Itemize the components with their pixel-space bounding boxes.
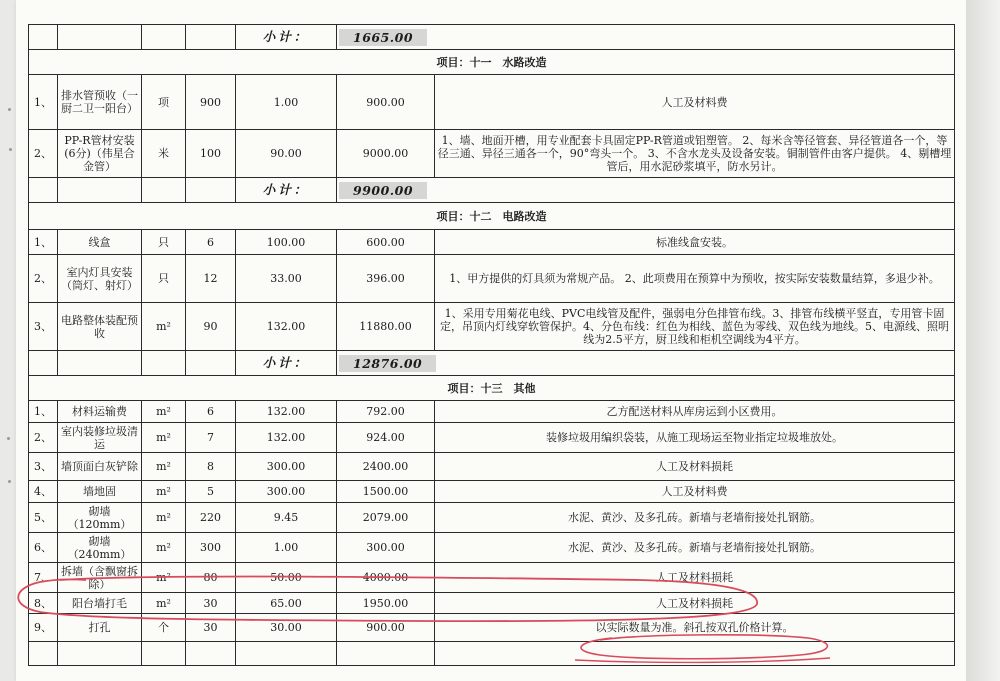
item-description: 水泥、黄沙、及多孔砖。新墙与老墙衔接处扎钢筋。 — [435, 533, 955, 563]
table-row — [29, 303, 955, 351]
item-name: 拆墙（含飘窗拆除） — [58, 563, 142, 593]
table-row — [29, 255, 955, 303]
table-row — [29, 481, 955, 503]
item-total: 300.00 — [337, 533, 435, 563]
item-name: 墙地固 — [58, 481, 142, 503]
item-unit: 只 — [142, 230, 186, 255]
row-number: 1、 — [29, 401, 58, 423]
row-number: 3、 — [29, 453, 58, 481]
row-number: 2、 — [29, 130, 58, 178]
item-price: 132.00 — [236, 423, 337, 453]
item-description: 以实际数量为准。斜孔按双孔价格计算。 — [435, 614, 955, 642]
table-row — [29, 503, 955, 533]
section-title: 项目：十一 水路改造 — [29, 50, 955, 75]
item-price: 65.00 — [236, 593, 337, 614]
item-total: 11880.00 — [337, 303, 435, 351]
item-quantity: 6 — [186, 230, 236, 255]
row-number: 4、 — [29, 481, 58, 503]
item-unit: m² — [142, 593, 186, 614]
row-number: 5、 — [29, 503, 58, 533]
item-price: 100.00 — [236, 230, 337, 255]
subtotal-label: 小计： — [236, 25, 337, 50]
table-row — [29, 423, 955, 453]
item-quantity: 100 — [186, 130, 236, 178]
item-quantity: 80 — [186, 563, 236, 593]
row-number: 9、 — [29, 614, 58, 642]
item-name: 排水管预收（一厨二卫一阳台） — [58, 75, 142, 130]
item-total: 1950.00 — [337, 593, 435, 614]
item-description: 人工及材料损耗 — [435, 453, 955, 481]
item-price: 90.00 — [236, 130, 337, 178]
item-description: 1、采用专用菊花电线、PVC电线管及配件，强弱电分色排管布线。3、排管布线横平竖直，专用管卡固定，吊顶内灯线穿软管保护。4、分色布线：红色为相线、蓝色为零线、双色线为地线。5、电源线、照明线为2.5平方，厨卫线和柜机空调线为4平方。 — [435, 303, 955, 351]
item-total: 900.00 — [337, 75, 435, 130]
item-description: 乙方配送材料从库房运到小区费用。 — [435, 401, 955, 423]
table-row — [29, 563, 955, 593]
item-description: 人工及材料损耗 — [435, 563, 955, 593]
item-price: 30.00 — [236, 614, 337, 642]
item-name: 室内灯具安装（筒灯、射灯） — [58, 255, 142, 303]
row-number: 1、 — [29, 230, 58, 255]
scan-speck — [8, 480, 11, 483]
table-row — [29, 453, 955, 481]
item-name: 电路整体装配预收 — [58, 303, 142, 351]
item-unit: m² — [142, 533, 186, 563]
scan-speck — [8, 108, 11, 111]
item-unit: 项 — [142, 75, 186, 130]
item-total: 792.00 — [337, 401, 435, 423]
item-price: 300.00 — [236, 453, 337, 481]
subtotal-row — [29, 351, 955, 376]
item-name: 阳台墙打毛 — [58, 593, 142, 614]
item-quantity: 90 — [186, 303, 236, 351]
item-unit: 只 — [142, 255, 186, 303]
table-row — [29, 230, 955, 255]
item-price: 132.00 — [236, 401, 337, 423]
item-name: 室内装修垃圾清运 — [58, 423, 142, 453]
item-total: 4000.00 — [337, 563, 435, 593]
item-quantity: 30 — [186, 614, 236, 642]
item-unit: m² — [142, 423, 186, 453]
item-quantity: 30 — [186, 593, 236, 614]
subtotal-row — [29, 178, 955, 203]
table-row — [29, 401, 955, 423]
item-price: 300.00 — [236, 481, 337, 503]
table-row — [29, 130, 955, 178]
item-price: 1.00 — [236, 75, 337, 130]
item-description: 人工及材料损耗 — [435, 593, 955, 614]
item-description: 1、墙、地面开槽，用专业配套卡具固定PP-R管道或铝塑管。 2、每米含等径管套、异径管道各一个，等径三通、异径三通各一个，90°弯头一个。 3、不含水龙头及设备安装。铜制管件由客户提供。 4、剔槽埋管后，用水泥砂浆填平，防水另计。 — [435, 130, 955, 178]
item-name: 砌墙（240mm） — [58, 533, 142, 563]
item-name: PP-R管材安装(6分)（伟星合金管） — [58, 130, 142, 178]
item-unit: 米 — [142, 130, 186, 178]
item-description: 装修垃圾用编织袋装，从施工现场运至物业指定垃圾堆放处。 — [435, 423, 955, 453]
item-total: 2079.00 — [337, 503, 435, 533]
item-price: 50.00 — [236, 563, 337, 593]
item-quantity: 300 — [186, 533, 236, 563]
item-total: 600.00 — [337, 230, 435, 255]
item-quantity: 5 — [186, 481, 236, 503]
item-description: 标准线盒安装。 — [435, 230, 955, 255]
item-total: 9000.00 — [337, 130, 435, 178]
subtotal-label: 小计： — [262, 182, 310, 197]
table-row — [29, 533, 955, 563]
row-number: 6、 — [29, 533, 58, 563]
subtotal-value: 9900.00 — [339, 182, 427, 199]
item-unit: m² — [142, 453, 186, 481]
row-number: 8、 — [29, 593, 58, 614]
item-total: 900.00 — [337, 614, 435, 642]
item-description: 1、甲方提供的灯具须为常规产品。 2、此项费用在预算中为预收，按实际安装数量结算，多退少补。 — [435, 255, 955, 303]
item-unit: m² — [142, 401, 186, 423]
table-row — [29, 614, 955, 642]
item-price: 1.00 — [236, 533, 337, 563]
scan-speck — [7, 437, 10, 440]
item-total: 924.00 — [337, 423, 435, 453]
item-name: 打孔 — [58, 614, 142, 642]
item-quantity: 220 — [186, 503, 236, 533]
subtotal-value: 1665.00 — [339, 29, 427, 46]
subtotal-row — [29, 25, 955, 50]
section-header — [29, 50, 955, 75]
item-unit: 个 — [142, 614, 186, 642]
scan-speck — [9, 148, 12, 151]
item-name: 线盒 — [58, 230, 142, 255]
page-edge — [966, 0, 1000, 681]
item-description: 人工及材料费 — [435, 75, 955, 130]
item-unit: m² — [142, 563, 186, 593]
section-title: 项目：十二 电路改造 — [29, 203, 955, 230]
subtotal-value: 12876.00 — [339, 355, 436, 372]
row-number: 2、 — [29, 255, 58, 303]
section-header — [29, 203, 955, 230]
row-number: 7、 — [29, 563, 58, 593]
item-description: 人工及材料费 — [435, 481, 955, 503]
section-title: 项目：十三 其他 — [29, 376, 955, 401]
item-name: 墙顶面白灰铲除 — [58, 453, 142, 481]
subtotal-label: 小计： — [262, 355, 310, 370]
item-quantity: 6 — [186, 401, 236, 423]
item-total: 2400.00 — [337, 453, 435, 481]
item-unit: m² — [142, 481, 186, 503]
item-quantity: 8 — [186, 453, 236, 481]
table-row-empty — [29, 642, 955, 666]
item-price: 33.00 — [236, 255, 337, 303]
item-unit: m² — [142, 503, 186, 533]
item-total: 396.00 — [337, 255, 435, 303]
item-total: 1500.00 — [337, 481, 435, 503]
item-name: 材料运输费 — [58, 401, 142, 423]
table-row — [29, 75, 955, 130]
section-header — [29, 376, 955, 401]
item-price: 132.00 — [236, 303, 337, 351]
item-name: 砌墙（120mm） — [58, 503, 142, 533]
table-row — [29, 593, 955, 614]
item-price: 9.45 — [236, 503, 337, 533]
item-quantity: 7 — [186, 423, 236, 453]
item-quantity: 900 — [186, 75, 236, 130]
item-description: 水泥、黄沙、及多孔砖。新墙与老墙衔接处扎钢筋。 — [435, 503, 955, 533]
budget-table — [28, 24, 955, 666]
row-number: 3、 — [29, 303, 58, 351]
item-quantity: 12 — [186, 255, 236, 303]
row-number: 1、 — [29, 75, 58, 130]
row-number: 2、 — [29, 423, 58, 453]
item-unit: m² — [142, 303, 186, 351]
